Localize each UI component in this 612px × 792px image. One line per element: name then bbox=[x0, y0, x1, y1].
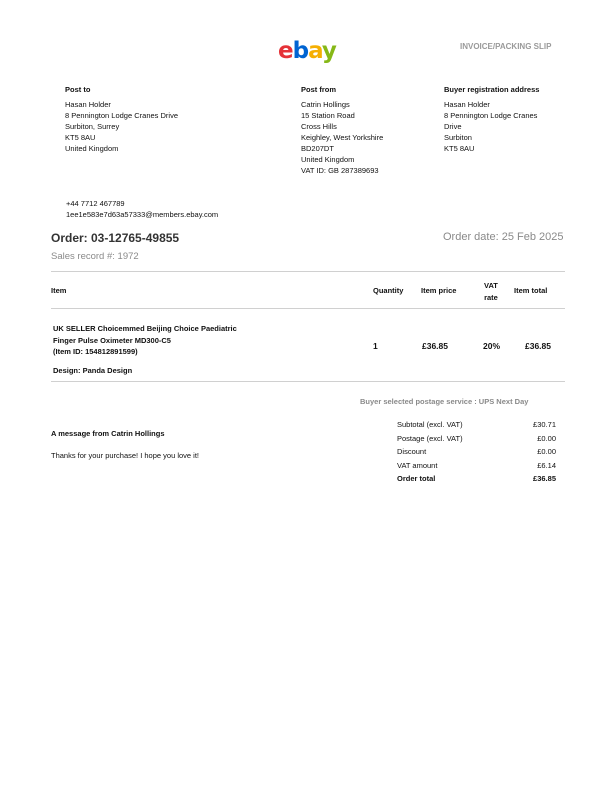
post-from-heading: Post from bbox=[301, 85, 337, 94]
totals-label: VAT amount bbox=[397, 460, 438, 470]
buyer-registration-heading: Buyer registration address bbox=[444, 85, 540, 94]
order-totals bbox=[397, 418, 556, 486]
item-title-line: UK SELLER Choicemmed Beijing Choice Paediatric bbox=[53, 324, 237, 333]
divider bbox=[51, 271, 565, 272]
totals-value: £0.00 bbox=[537, 433, 556, 443]
totals-row bbox=[397, 418, 556, 432]
address-line: Cross Hills bbox=[301, 122, 337, 131]
address-line: Hasan Holder bbox=[65, 100, 111, 109]
column-header-price: Item price bbox=[421, 286, 457, 295]
item-variation: Design: Panda Design bbox=[53, 366, 133, 375]
divider bbox=[51, 381, 565, 382]
vat-header-line: VAT bbox=[484, 281, 498, 290]
column-header-item: Item bbox=[51, 286, 67, 295]
totals-label: Postage (excl. VAT) bbox=[397, 433, 463, 443]
vat-header-line: rate bbox=[484, 293, 498, 302]
address-line: KT5 8AU bbox=[444, 144, 475, 153]
seller-message-title: A message from Catrin Hollings bbox=[51, 429, 165, 438]
address-line: Surbiton, Surrey bbox=[65, 122, 120, 131]
seller-message-body: Thanks for your purchase! I hope you love it! bbox=[51, 451, 199, 460]
address-line: Hasan Holder bbox=[444, 100, 490, 109]
logo-letter-e: e bbox=[278, 38, 293, 64]
item-id: (Item ID: 154812891599) bbox=[53, 347, 138, 356]
divider bbox=[51, 308, 565, 309]
logo-letter-b: b bbox=[292, 38, 309, 64]
totals-label: Discount bbox=[397, 447, 427, 457]
item-price: £36.85 bbox=[422, 341, 448, 351]
item-total: £36.85 bbox=[525, 341, 551, 351]
post-to-heading: Post to bbox=[65, 85, 91, 94]
phone-number: +44 7712 467789 bbox=[66, 199, 125, 208]
address-line: Drive bbox=[444, 122, 462, 131]
address-line: United Kingdom bbox=[301, 155, 355, 164]
item-quantity: 1 bbox=[373, 341, 378, 351]
email-address[interactable]: 1ee1e583e7d63a57333@members.ebay.com bbox=[66, 210, 219, 219]
buyer-contact bbox=[66, 198, 218, 220]
totals-row bbox=[397, 445, 556, 459]
post-from-address bbox=[301, 84, 383, 176]
totals-value: £30.71 bbox=[533, 420, 556, 430]
address-line: KT5 8AU bbox=[65, 133, 96, 142]
address-line: United Kingdom bbox=[65, 144, 119, 153]
address-line: Catrin Hollings bbox=[301, 100, 350, 109]
address-line: 8 Pennington Lodge Cranes bbox=[444, 111, 538, 120]
item-description bbox=[53, 323, 237, 358]
item-title-line: Finger Pulse Oximeter MD300-C5 bbox=[53, 335, 171, 345]
totals-value: £0.00 bbox=[537, 447, 556, 457]
column-header-quantity: Quantity bbox=[373, 286, 404, 295]
column-header-total: Item total bbox=[514, 286, 548, 295]
logo-letter-y: y bbox=[321, 38, 336, 64]
totals-value: £36.85 bbox=[533, 474, 556, 484]
postage-service: Buyer selected postage service : UPS Next Day bbox=[360, 397, 529, 406]
totals-row bbox=[397, 459, 556, 473]
vat-id: VAT ID: GB 287389693 bbox=[301, 166, 379, 175]
address-line: Surbiton bbox=[444, 133, 472, 142]
address-line: 8 Pennington Lodge Cranes Drive bbox=[65, 111, 178, 120]
column-header-vat bbox=[484, 280, 498, 304]
order-number: Order: 03-12765-49855 bbox=[51, 231, 180, 245]
totals-value: £6.14 bbox=[537, 460, 556, 470]
address-line: Keighley, West Yorkshire bbox=[301, 133, 384, 142]
totals-label: Subtotal (excl. VAT) bbox=[397, 420, 463, 430]
document-type: INVOICE/PACKING SLIP bbox=[460, 42, 552, 51]
post-to-address bbox=[65, 84, 178, 154]
address-line: 15 Station Road bbox=[301, 111, 355, 120]
address-line: BD207DT bbox=[301, 144, 334, 153]
item-vat-rate: 20% bbox=[483, 341, 501, 351]
order-total-row bbox=[397, 472, 556, 486]
totals-row bbox=[397, 432, 556, 446]
ebay-logo bbox=[278, 38, 336, 64]
buyer-registration-address bbox=[444, 84, 539, 154]
sales-record: Sales record #: 1972 bbox=[51, 251, 139, 262]
order-date: Order date: 25 Feb 2025 bbox=[443, 231, 564, 243]
logo-letter-a: a bbox=[308, 38, 322, 64]
totals-label: Order total bbox=[397, 474, 436, 484]
